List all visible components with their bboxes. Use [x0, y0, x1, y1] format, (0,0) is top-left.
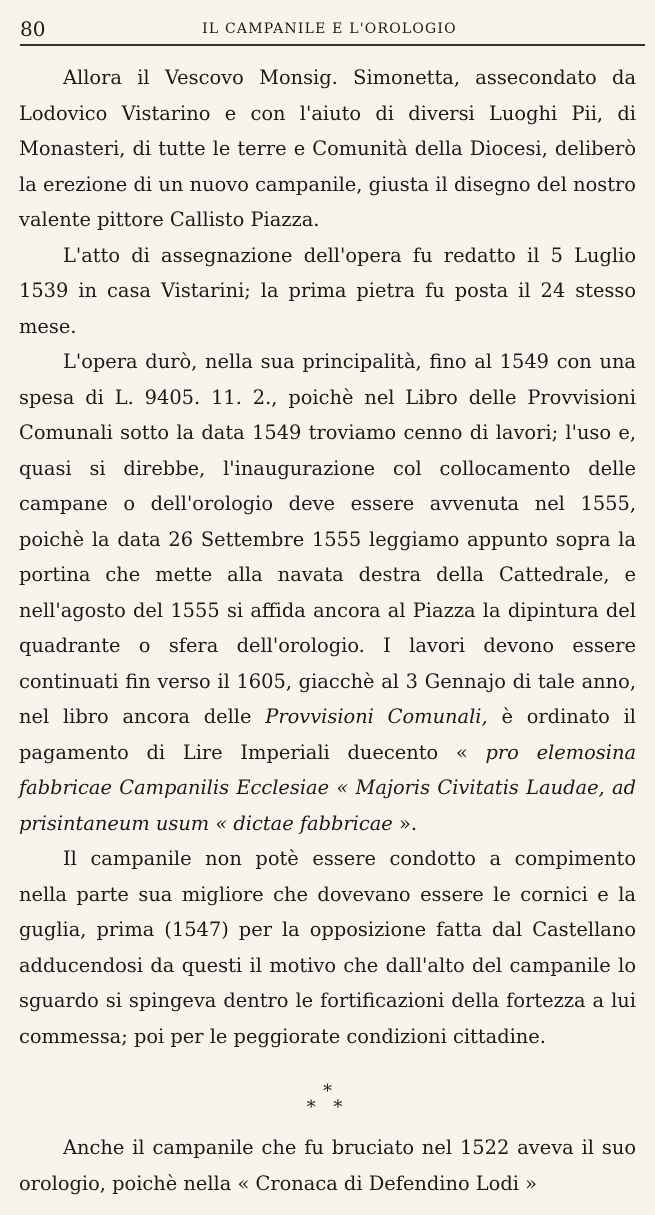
- running-title: IL CAMPANILE E L'OROLOGIO: [202, 21, 457, 37]
- page-header: [20, 14, 639, 44]
- paragraph-3-end: ».: [398, 811, 417, 835]
- paragraph-3-text: L'opera durò, nella sua principalità, fino al 1549 con una spesa di L. 9405. 11. 2., poichè nel Libro delle Provvisioni Comunali sotto la data 1549 troviamo cenno di lavori; l'uso e, quasi si direbbe, l'inaugurazione col collocamento delle campane o dell'orologio deve essere avvenuta nel 1555, poichè la data 26 Settembre 1555 leggiamo appunto sopra la portina che mette alla navata destra della Cattedrale, e nell'agosto del 1555 si affida ancora al Piazza la dipintura del quadrante o sfera dell'orologio. I lavori devono essere continuati fin verso il 1605, giacchè al 3 Gennajo di tale anno, nel libro ancora delle: [19, 350, 636, 728]
- paragraph-3-italic-title: Provvisioni Comunali,: [265, 705, 488, 728]
- asterism-bottom: * *: [306, 1097, 349, 1118]
- asterism-separator: [19, 1081, 636, 1118]
- page-number: 80: [20, 17, 46, 41]
- paragraph-2: L'atto di assegnazione dell'opera fu redatto il 5 Luglio 1539 in casa Vistarini; la prima pietra fu posta il 24 stesso mese.: [19, 243, 636, 338]
- page-body: [19, 60, 636, 1201]
- paragraph-5: Anche il campanile che fu bruciato nel 1522 aveva il suo orologio, poichè nella « Cronaca di Defendino Lodi »: [19, 1136, 636, 1195]
- paragraph-3: [19, 344, 636, 841]
- paragraph-1: Allora il Vescovo Monsig. Simonetta, assecondato da Lodovico Vistarino e con l'aiuto di diversi Luoghi Pii, di Monasteri, di tutte le terre e Comunità della Diocesi, deliberò la erezione di un nuovo campanile, giusta il disegno del nostro valente pittore Callisto Piazza.: [19, 66, 636, 231]
- paragraph-3-latin-quote: pro elemosina fabbricae Campanilis Ecclesiae « Majoris Civitatis Laudae, ad prisintaneum usum « dictae fabbricae: [19, 740, 637, 835]
- header-rule: [20, 44, 645, 46]
- paragraph-3-text-2: è ordinato il pagamento di Lire Imperiali duecento «: [19, 705, 636, 764]
- paragraph-4: Il campanile non potè essere condotto a compimento nella parte sua migliore che dovevano essere le cornici e la guglia, prima (1547) per la opposizione fatta dal Castellano adducendosi da questi il motivo che dall'alto del campanile lo sguardo si spingeva dentro le fortificazioni della fortezza a lui commessa; poi per le peggiorate condizioni cittadine.: [19, 847, 636, 1048]
- asterism-top: *: [323, 1081, 332, 1102]
